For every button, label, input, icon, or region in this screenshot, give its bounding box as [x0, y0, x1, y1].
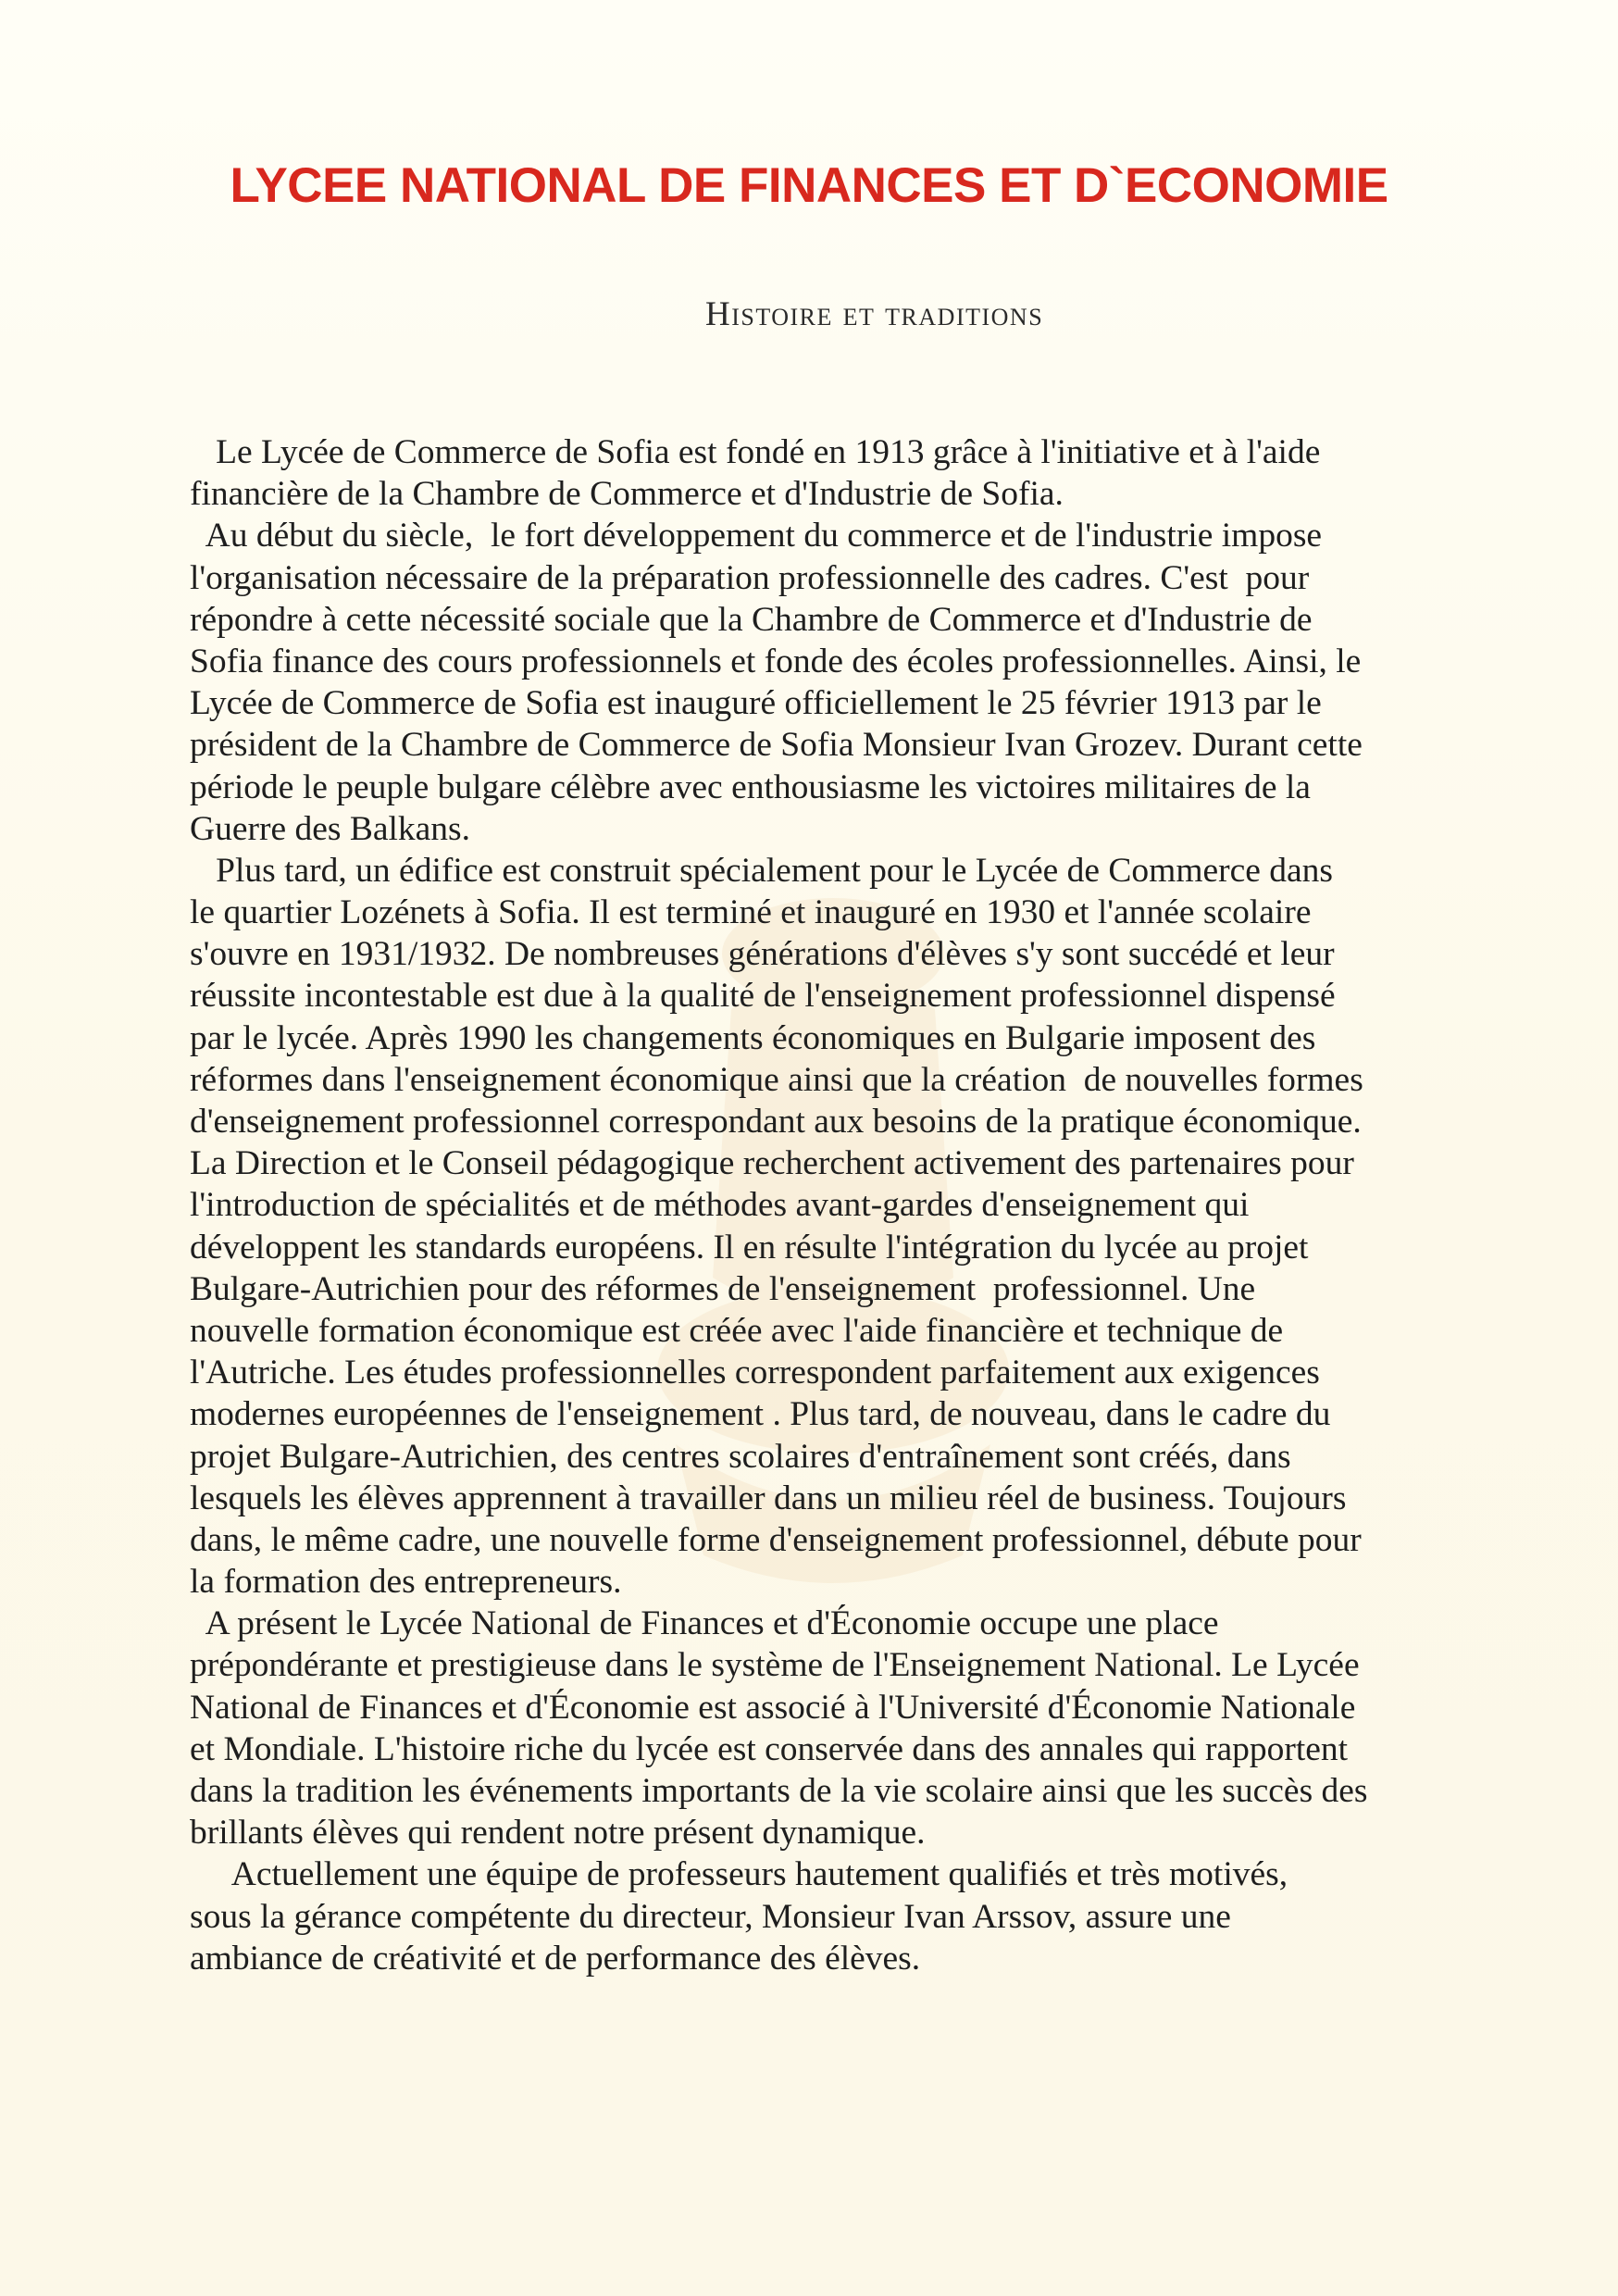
text-line: National de Finances et d'Économie est associé à l'Université d'Économie Nationale [190, 1688, 1356, 1727]
document-title: LYCEE NATIONAL DE FINANCES ET D`ECONOMIE [230, 158, 1388, 213]
text-line: Lycée de Commerce de Sofia est inauguré officiellement le 25 février 1913 par le [190, 684, 1322, 723]
text-line: financière de la Chambre de Commerce et d'Industrie de Sofia. [190, 475, 1064, 514]
text-line: projet Bulgare-Autrichien, des centres scolaires d'entraînement sont créés, dans [190, 1437, 1291, 1476]
text-line: répondre à cette nécessité sociale que la Chambre de Commerce et d'Industrie de [190, 600, 1313, 639]
text-line: modernes européennes de l'enseignement . Plus tard, de nouveau, dans le cadre du [190, 1395, 1331, 1434]
text-line: A présent le Lycée National de Finances et d'Économie occupe une place [190, 1604, 1219, 1643]
text-line: sous la gérance compétente du directeur, Monsieur Ivan Arssov, assure une [190, 1897, 1231, 1936]
text-line: dans la tradition les événements importants de la vie scolaire ainsi que les succès des [190, 1772, 1368, 1810]
text-line: dans, le même cadre, une nouvelle forme d'enseignement professionnel, débute pour [190, 1520, 1362, 1559]
text-line: Plus tard, un édifice est construit spécialement pour le Lycée de Commerce dans [190, 851, 1334, 890]
text-line: développent les standards européens. Il en résulte l'intégration du lycée au projet [190, 1228, 1309, 1267]
text-line: période le peuple bulgare célèbre avec enthousiasme les victoires militaires de la [190, 767, 1311, 806]
text-line: la formation des entrepreneurs. [190, 1563, 622, 1602]
document-subtitle: Histoire et traditions [705, 295, 1044, 333]
text-line: Bulgare-Autrichien pour des réformes de l'enseignement professionnel. Une [190, 1269, 1256, 1308]
text-line: président de la Chambre de Commerce de Sofia Monsieur Ivan Grozev. Durant cette [190, 726, 1363, 765]
text-line: réussite incontestable est due à la qualité de l'enseignement professionnel dispensé [190, 977, 1336, 1016]
text-line: nouvelle formation économique est créée avec l'aide financière et technique de [190, 1311, 1284, 1350]
text-line: s'ouvre en 1931/1932. De nombreuses générations d'élèves s'y sont succédé et leur [190, 935, 1335, 974]
text-line: Guerre des Balkans. [190, 809, 471, 848]
text-line: l'organisation nécessaire de la préparation professionnelle des cadres. C'est pour [190, 558, 1310, 597]
text-line: réformes dans l'enseignement économique ainsi que la création de nouvelles formes [190, 1060, 1363, 1099]
text-line: Sofia finance des cours professionnels et fonde des écoles professionnelles. Ainsi, le [190, 642, 1362, 680]
text-line: La Direction et le Conseil pédagogique recherchent activement des partenaires pour [190, 1144, 1354, 1183]
text-line: d'enseignement professionnel correspondant aux besoins de la pratique économique. [190, 1103, 1362, 1141]
text-line: brillants élèves qui rendent notre présent dynamique. [190, 1814, 926, 1853]
text-line: l'introduction de spécialités et de méthodes avant-gardes d'enseignement qui [190, 1186, 1250, 1225]
text-line: Au début du siècle, le fort développement du commerce et de l'industrie impose [190, 517, 1323, 555]
text-line: Actuellement une équipe de professeurs hautement qualifiés et très motivés, [190, 1855, 1288, 1894]
text-line: par le lycée. Après 1990 les changements économiques en Bulgarie imposent des [190, 1018, 1316, 1057]
text-line: le quartier Lozénets à Sofia. Il est terminé et inauguré en 1930 et l'année scolaire [190, 893, 1312, 932]
text-line: ambiance de créativité et de performance des élèves. [190, 1939, 921, 1978]
text-line: l'Autriche. Les études professionnelles correspondent parfaitement aux exigences [190, 1354, 1320, 1392]
text-line: lesquels les élèves apprennent à travailler dans un milieu réel de business. Toujours [190, 1479, 1347, 1517]
body-text [190, 431, 1481, 1979]
text-line: prépondérante et prestigieuse dans le système de l'Enseignement National. Le Lycée [190, 1646, 1360, 1685]
text-line: Le Lycée de Commerce de Sofia est fondé en 1913 grâce à l'initiative et à l'aide [190, 433, 1321, 471]
text-line: et Mondiale. L'histoire riche du lycée est conservée dans des annales qui rapportent [190, 1729, 1349, 1768]
